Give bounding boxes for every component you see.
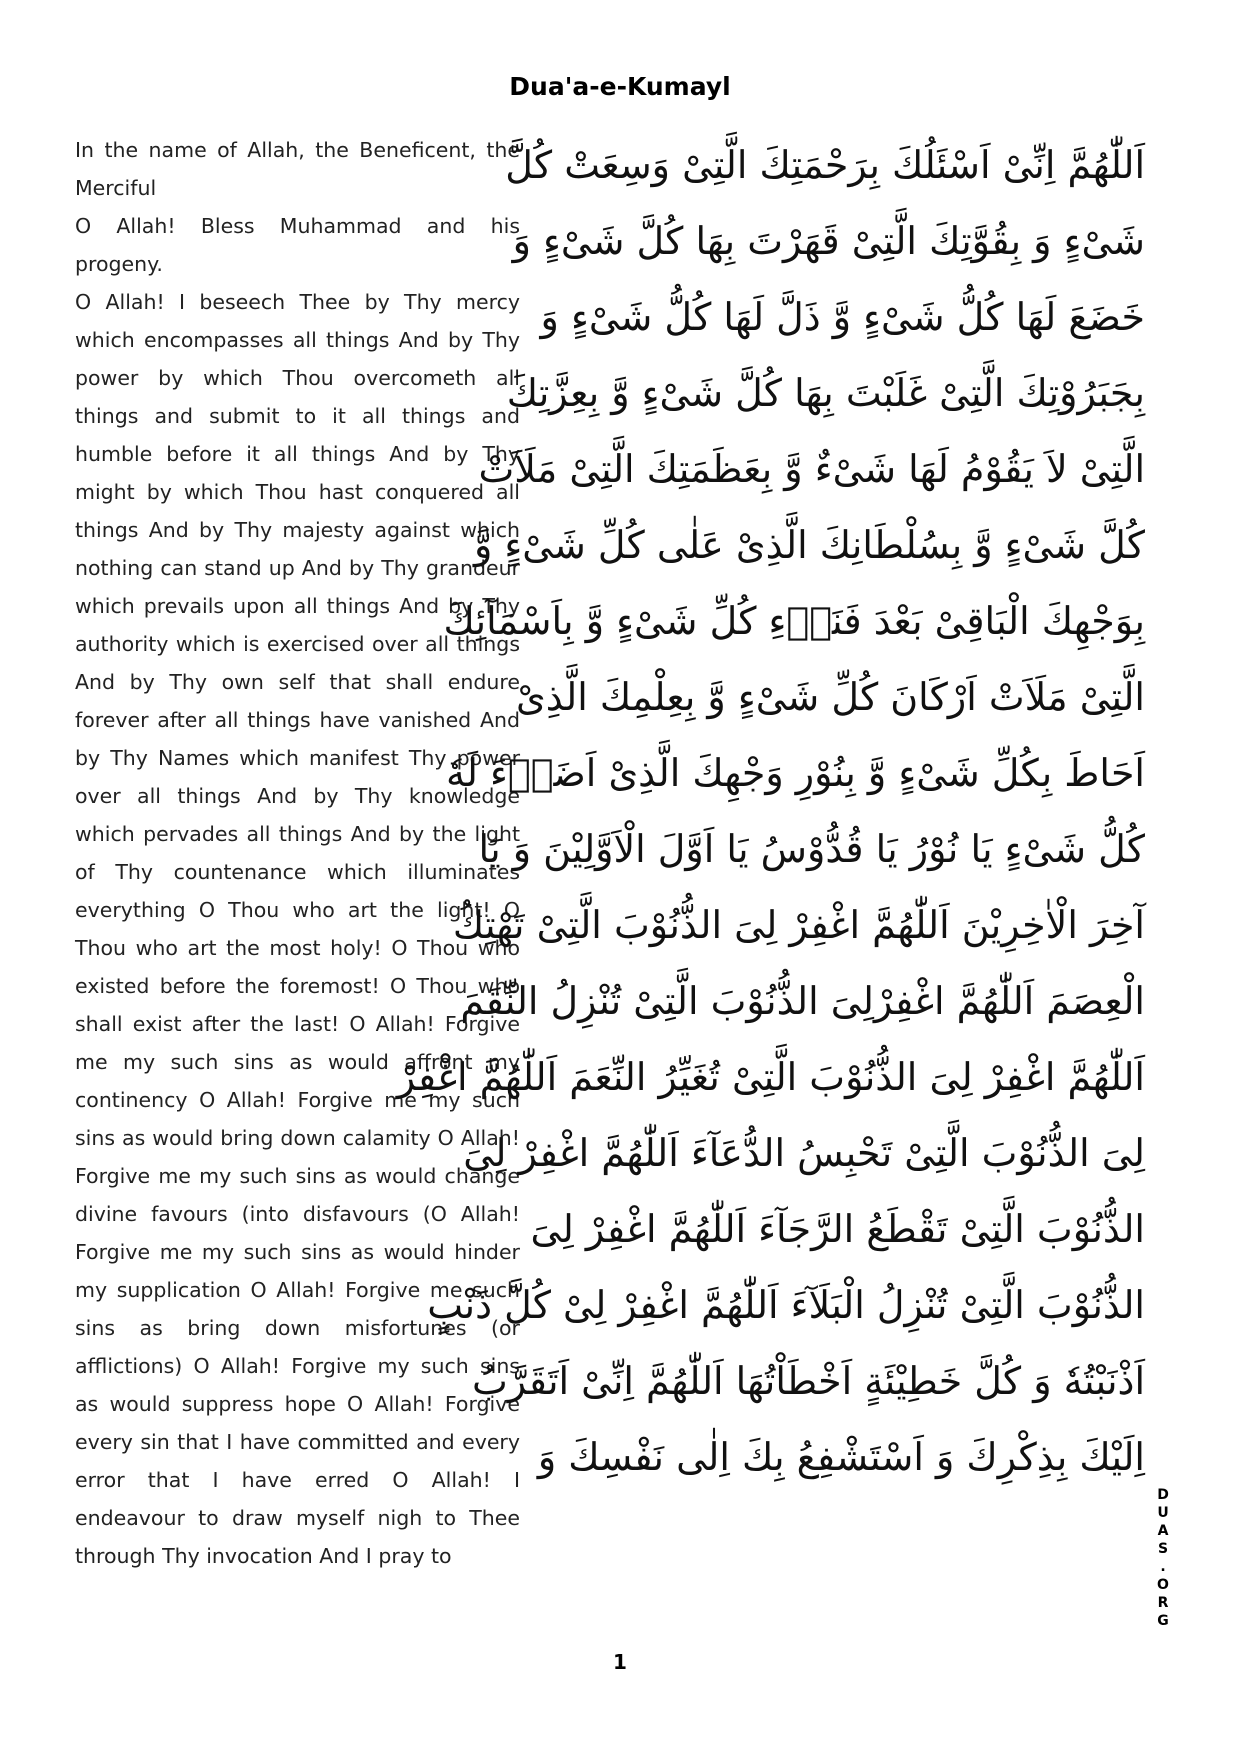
- arabic-text-column: [396, 127, 1145, 1495]
- english-paragraph: O Allah! Bless Muhammad and his progeny.: [75, 214, 520, 276]
- arabic-line: اَحَاطَ بِكُلِّ شَیْءٍ وَّ بِنُوْرِ وَجْهِكَ الَّذِیْ اَضَاۤءَ لَهٗ: [446, 751, 1145, 795]
- arabic-line: الَّتِیْ لاَ یَقُوْمُ لَهَا شَیْءٌ وَّ بِعَظَمَتِكَ الَّتِیْ مَلَاَتْ: [478, 447, 1145, 491]
- watermark-letter: U: [1157, 1505, 1169, 1521]
- english-paragraph: In the name of Allah, the Beneficent, the Merciful: [75, 138, 520, 200]
- arabic-line: الذُّنُوْبَ الَّتِیْ تُنْزِلُ الْبَلَآءَ اَللّٰهُمَّ اغْفِرْ لِیْ كُلَّ ذَنْبٍ: [427, 1283, 1145, 1327]
- arabic-line: اِلَیْكَ بِذِكْرِكَ وَ اَسْتَشْفِعُ بِكَ اِلٰی نَفْسِكَ وَ: [537, 1435, 1145, 1479]
- arabic-line: اَللّٰهُمَّ اِنِّیْ اَسْئَلُكَ بِرَحْمَتِكَ الَّتِیْ وَسِعَتْ كُلَّ: [505, 143, 1145, 187]
- watermark-letter: D: [1157, 1487, 1169, 1503]
- arabic-line: لِیَ الذُّنُوْبَ الَّتِیْ تَحْبِسُ الدُّعَآءَ اَللّٰهُمَّ اغْفِرْ لِیَ: [463, 1131, 1145, 1175]
- watermark-letter: O: [1157, 1577, 1169, 1593]
- arabic-line: كُلَّ شَیْءٍ وَّ بِسُلْطَانِكَ الَّذِیْ عَلٰی كُلِّ شَیْءٍ وَّ: [474, 523, 1145, 567]
- arabic-line: بِوَجْهِكَ الْبَاقِیْ بَعْدَ فَنَاۤءِ كُلِّ شَیْءٍ وَّ بِاَسْمَآئِكَ: [443, 599, 1145, 643]
- arabic-line: كُلُّ شَیْءٍ یَا نُوْرُ یَا قُدُّوْسُ یَا اَوَّلَ الْاَوَّلِیْنَ وَ یَا: [478, 827, 1145, 871]
- arabic-line: الْعِصَمَ اَللّٰهُمَّ اغْفِرْلِیَ الذُّنُوْبَ الَّتِیْ تُنْزِلُ النِّقَمَ: [460, 979, 1145, 1023]
- arabic-line: آخِرَ الْاٰخِرِیْنَ اَللّٰهُمَّ اغْفِرْ لِیَ الذُّنُوْبَ الَّتِیْ تَهْتِكُ: [452, 903, 1145, 947]
- arabic-line: بِجَبَرُوْتِكَ الَّتِیْ غَلَبْتَ بِهَا كُلَّ شَیْءٍ وَّ بِعِزَّتِكَ: [506, 371, 1145, 415]
- arabic-line: اَذْنَبْتُهٗ وَ كُلَّ خَطِیْئَةٍ اَخْطَاْتُهَا اَللّٰهُمَّ اِنِّیْ اَتَقَرَّبُ: [472, 1359, 1145, 1403]
- english-translation-column: [75, 131, 520, 1575]
- watermark-letter: A: [1157, 1523, 1169, 1539]
- watermark-letter: G: [1157, 1613, 1169, 1629]
- english-paragraph: O Allah! I beseech Thee by Thy mercy which encompasses all things And by Thy power by which Thou overcometh all things and submit to it all things and humble before it all things And by Thy might by which Thou hast conquered all things And by Thy majesty against which nothing can stand up And by Thy grandeur which prevails upon all things And by Thy authority which is exercised over all things And by Thy own self that shall endure forever after all things have vanished And by Thy Names which manifest Thy power over all things And by Thy knowledge which pervades all things And by the light of Thy countenance which illuminates everything O Thou who art the light! O Thou who art the most holy! O Thou who existed before the foremost! O Thou who shall exist after the last! O Allah! Forgive me my such sins as would affront my continency O Allah! Forgive me my such sins as would bring down calamity O Allah! Forgive me my such sins as would change divine favours (into disfavours (O Allah! Forgive me my such sins as would hinder my supplication O Allah! Forgive me such sins as bring down misfortunes (or afflictions) O Allah! Forgive my such sins as would suppress hope O Allah! Forgive every sin that I have committed and every error that I have erred O Allah! I endeavour to draw myself nigh to Thee through Thy invocation And I pray to: [75, 290, 520, 1568]
- page-number: 1: [613, 1650, 627, 1674]
- arabic-line: شَیْءٍ وَ بِقُوَّتِكَ الَّتِیْ قَهَرْتَ بِهَا كُلَّ شَیْءٍ وَ: [512, 219, 1145, 263]
- document-title: Dua'a-e-Kumayl: [509, 72, 731, 101]
- arabic-line: خَضَعَ لَهَا كُلُّ شَیْءٍ وَّ ذَلَّ لَهَا كُلُّ شَیْءٍ وَ: [540, 295, 1145, 339]
- arabic-line: اَللّٰهُمَّ اغْفِرْ لِیَ الذُّنُوْبَ الَّتِیْ تُغَیِّرُ النِّعَمَ اَللّٰهُمَّ اغْفِرْ: [396, 1055, 1145, 1099]
- watermark-letter: S: [1157, 1541, 1169, 1557]
- watermark-letter: .: [1160, 1559, 1166, 1575]
- site-watermark-vertical: [1153, 1486, 1173, 1630]
- arabic-line: الَّتِیْ مَلَاَتْ اَرْكَانَ كُلِّ شَیْءٍ وَّ بِعِلْمِكَ الَّذِیْ: [515, 675, 1145, 719]
- arabic-line: الذُّنُوْبَ الَّتِیْ تَقْطَعُ الرَّجَآءَ اَللّٰهُمَّ اغْفِرْ لِیَ: [530, 1207, 1145, 1251]
- watermark-letter: R: [1157, 1595, 1169, 1611]
